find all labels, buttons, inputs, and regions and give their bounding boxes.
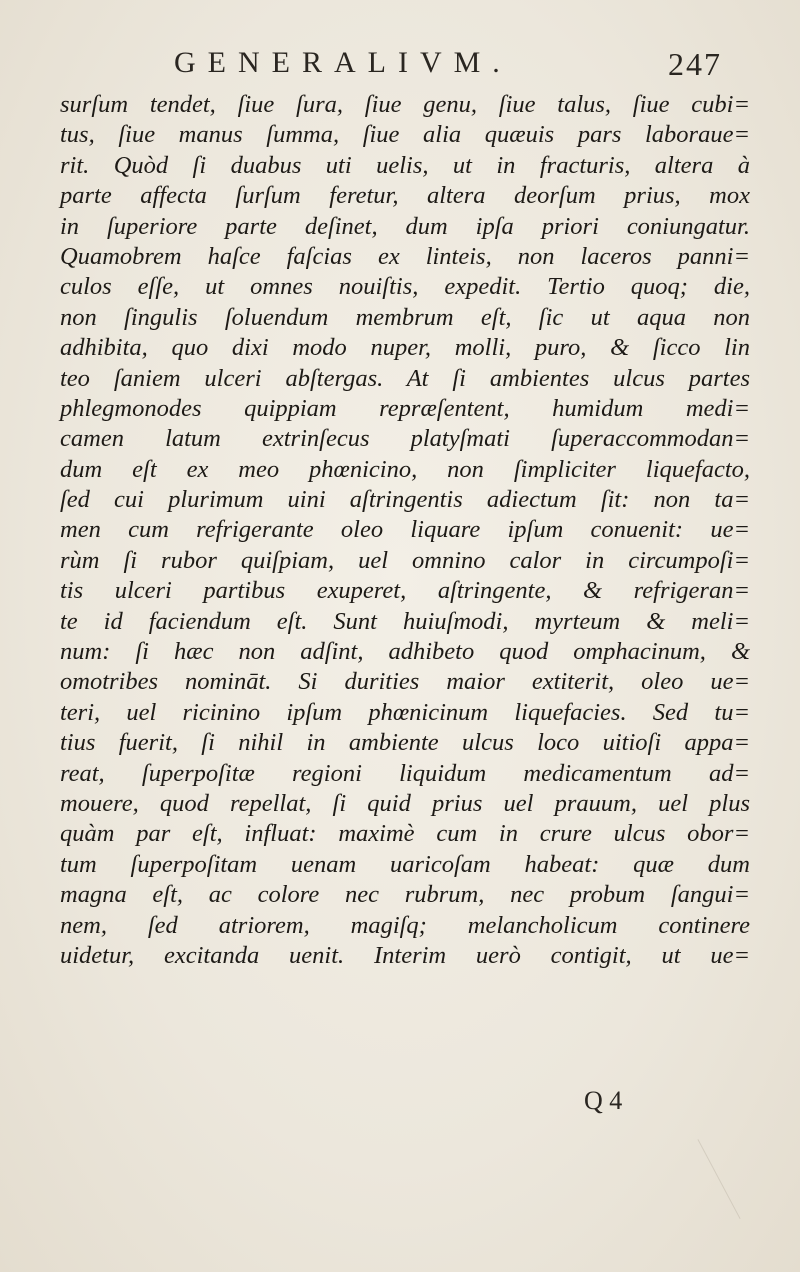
text-line: tis ulceri partibus exuperet, aſtringente, & refrigeran= <box>60 577 750 605</box>
text-line: reat, ſuperpoſitæ regioni liquidum medicamentum ad= <box>60 759 750 787</box>
text-line: surſum tendet, ſiue ſura, ſiue genu, ſiue talus, ſiue cubi= <box>60 91 750 118</box>
text-line: tius fuerit, ſi nihil in ambiente ulcus loco uitioſi appa= <box>60 729 750 757</box>
text-line: men cum refrigerante oleo liquare ipſum conuenit: ue= <box>60 516 750 544</box>
body-text <box>60 90 750 971</box>
text-line: tum ſuperpoſitam uenam uaricoſam habeat: quæ dum <box>60 850 750 878</box>
text-line: te id faciendum eſt. Sunt huiuſmodi, myrteum & meli= <box>60 607 750 635</box>
running-title: GENERALIVM. <box>174 46 512 79</box>
text-line: magna eſt, ac colore nec rubrum, nec probum ſangui= <box>60 881 750 909</box>
text-line: omotribes nomināt. Si durities maior extiterit, oleo ue= <box>60 668 750 696</box>
text-line: quàm par eſt, influat: maximè cum in crure ulcus obor= <box>60 820 750 848</box>
text-line: nem, ſed atriorem, magiſq; melancholicum continere <box>60 911 750 939</box>
text-line: rùm ſi rubor quiſpiam, uel omnino calor in circumpoſi= <box>60 546 750 574</box>
text-line: rit. Quòd ſi duabus uti uelis, ut in fracturis, altera à <box>60 151 750 179</box>
page-header <box>0 46 800 86</box>
paper-crease <box>697 1111 793 1219</box>
text-line: uidetur, excitanda uenit. Interim uerò contigit, ut ue= <box>60 941 750 969</box>
text-line: Quamobrem haſce faſcias ex linteis, non laceros panni= <box>60 242 750 270</box>
page-number: 247 <box>668 46 722 82</box>
text-line: teri, uel ricinino ipſum phœnicinum liquefacies. Sed tu= <box>60 698 750 726</box>
catchword-signature: Q 4 <box>584 1086 623 1115</box>
text-line: culos eſſe, ut omnes nouiſtis, expedit. Tertio quoq; die, <box>60 273 750 301</box>
text-line: parte affecta ſurſum feretur, altera deorſum prius, mox <box>60 182 750 210</box>
text-line: adhibita, quo dixi modo nuper, molli, puro, & ſicco lin <box>60 334 750 362</box>
text-line: in ſuperiore parte deſinet, dum ipſa priori coniungatur. <box>60 212 750 240</box>
text-line: num: ſi hæc non adſint, adhibeto quod omphacinum, & <box>60 638 750 666</box>
text-line: camen latum extrinſecus platyſmati ſuperaccommodan= <box>60 425 750 453</box>
text-line: mouere, quod repellat, ſi quid prius uel prauum, uel plus <box>60 789 750 817</box>
text-line: phlegmonodes quippiam repræſentent, humidum medi= <box>60 394 750 422</box>
text-line: teo ſaniem ulceri abſtergas. At ſi ambientes ulcus partes <box>60 364 750 392</box>
text-line: non ſingulis ſoluendum membrum eſt, ſic ut aqua non <box>60 303 750 331</box>
text-line: dum eſt ex meo phœnicino, non ſimpliciter liquefacto, <box>60 455 750 483</box>
text-line: tus, ſiue manus ſumma, ſiue alia quæuis pars laboraue= <box>60 121 750 149</box>
text-line: ſed cui plurimum uini aſtringentis adiectum ſit: non ta= <box>60 486 750 514</box>
